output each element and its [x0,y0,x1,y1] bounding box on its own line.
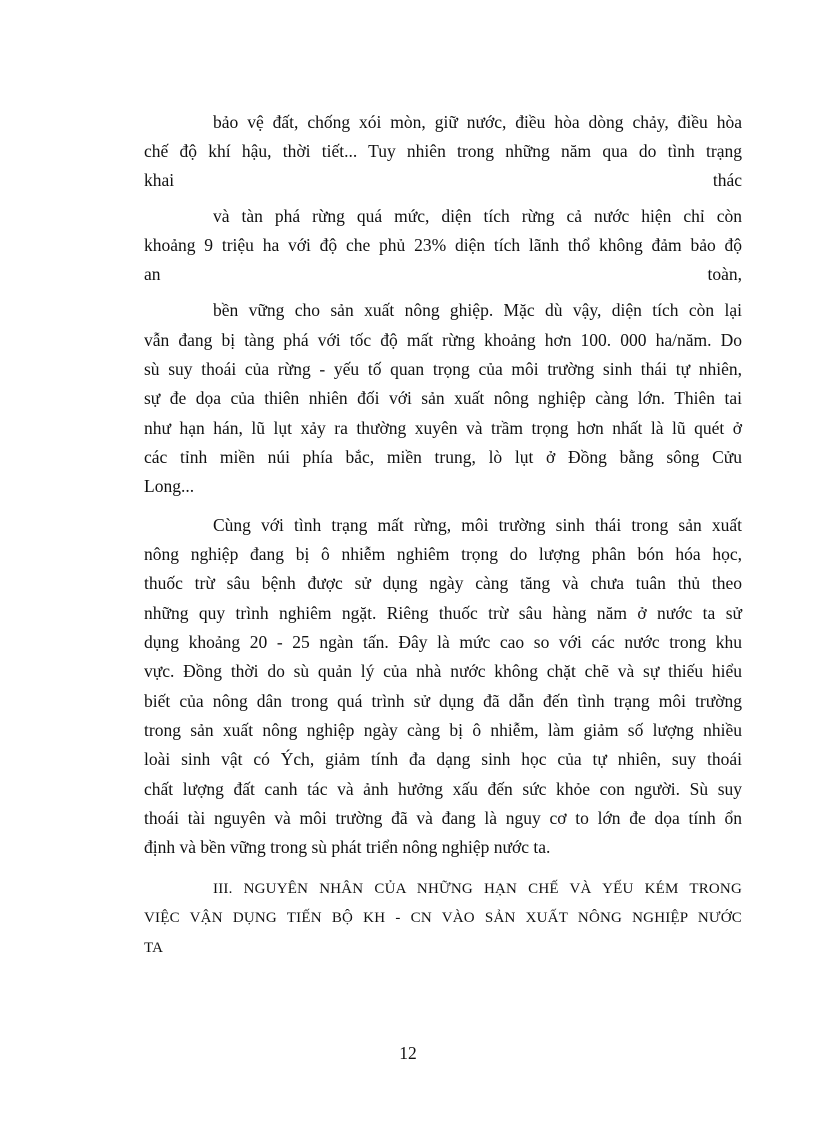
text-line: bền vững cho sản xuất nông ghiệp. Mặc dù vậy, diện tích còn lại [213,300,742,320]
text-line: sù suy thoái của rừng - yếu tố quan trọng của môi trường sinh thái tự nhiên, [144,359,742,379]
text-line: chất lượng đất canh tác và ảnh hưởng xấu đến sức khỏe con người. Sù suy [144,779,742,799]
text-line: chế độ khí hậu, thời tiết... Tuy nhiên trong những năm qua do tình trạng [144,141,742,161]
section-heading-line: VIỆC VẬN DỤNG TIẾN BỘ KH - CN VÀO SẢN XUẤT NÔNG NGHIỆP NƯỚC [144,910,742,926]
text-line: vực. Đồng thời do sù quản lý của nhà nước không chặt chẽ và sự thiếu hiểu [144,661,742,681]
text-line: nông nghiệp đang bị ô nhiễm nghiêm trọng do lượng phân bón hóa học, [144,544,742,564]
text-line: an toàn, [144,264,742,284]
text-line: biết của nông dân trong quá trình sử dụng đã dẫn đến tình trạng môi trường [144,691,742,711]
text-line: Long... [144,476,195,496]
text-line: khai thác [144,170,742,190]
text-line: vẫn đang bị tàng phá với tốc độ mất rừng khoảng hơn 100. 000 ha/năm. Do [144,330,742,350]
section-heading-line: III. NGUYÊN NHÂN CỦA NHỮNG HẠN CHẾ VÀ YẾU KÉM TRONG [213,881,742,897]
text-line: thuốc trừ sâu bệnh được sử dụng ngày càng tăng và chưa tuân thủ theo [144,573,742,593]
text-line: bảo vệ đất, chống xói mòn, giữ nước, điều hòa dòng chảy, điều hòa [213,112,742,132]
text-line: khoảng 9 triệu ha với độ che phủ 23% diện tích lãnh thổ không đảm bảo độ [144,235,742,255]
text-line: Cùng với tình trạng mất rừng, môi trường sinh thái trong sản xuất [213,515,742,535]
text-line: và tàn phá rừng quá mức, diện tích rừng cả nước hiện chỉ còn [213,206,742,226]
text-line: trong sản xuất nông nghiệp ngày càng bị ô nhiễm, làm giảm số lượng nhiều [144,720,742,740]
text-line: như hạn hán, lũ lụt xảy ra thường xuyên và trầm trọng hơn nhất là lũ quét ở [144,418,742,438]
text-line: những quy trình nghiêm ngặt. Riêng thuốc trừ sâu hàng năm ở nước ta sử [144,603,742,623]
text-line: định và bền vững trong sù phát triển nông nghiệp nước ta. [144,837,551,857]
text-line: loài sinh vật có Ých, giảm tính đa dạng sinh học của tự nhiên, suy thoái [144,749,742,769]
text-line: dụng khoảng 20 - 25 ngàn tấn. Đây là mức cao so với các nước trong khu [144,632,742,652]
section-heading-line: TA [144,940,164,956]
text-line: các tỉnh miền núi phía bắc, miền trung, lò lụt ở Đồng bằng sông Cửu [144,447,742,467]
text-line: thoái tài nguyên và môi trường đã và đang là nguy cơ to lớn đe dọa tính ổn [144,808,742,828]
page-number: 12 [399,1043,417,1063]
text-line: sự đe dọa của thiên nhiên đối với sản xuất nông nghiệp càng lớn. Thiên tai [144,388,742,408]
